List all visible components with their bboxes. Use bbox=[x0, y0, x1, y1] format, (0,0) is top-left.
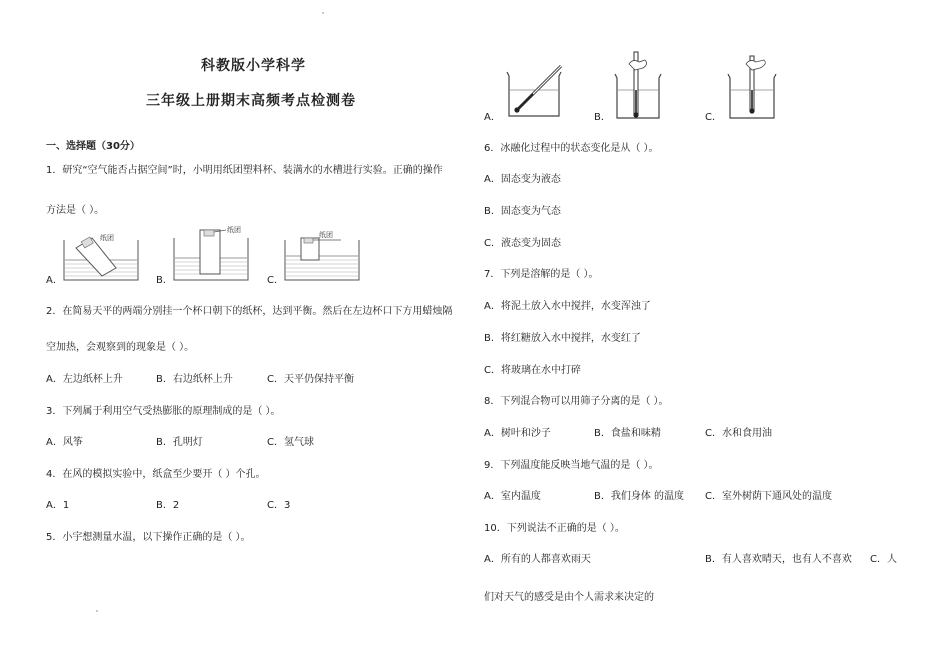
q10-option-b: B．有人喜欢晴天，也有人不喜欢 bbox=[705, 554, 852, 565]
q5-option-b: B． bbox=[594, 112, 611, 123]
q1-option-c: C． bbox=[267, 275, 284, 286]
question-9-text: 9．下列温度能反映当地气温的是（ ）。 bbox=[484, 460, 659, 471]
section-heading: 一、选择题（30分） bbox=[46, 141, 140, 152]
q1-figure-b bbox=[168, 220, 254, 282]
q6-option-c: C．液态变为固态 bbox=[484, 238, 561, 249]
q8-option-a: A．树叶和沙子 bbox=[484, 428, 551, 439]
question-3-text: 3．下列属于利用空气受热膨胀的原理制成的是（ ）。 bbox=[46, 406, 281, 417]
q9-option-c: C．室外树荫下通风处的温度 bbox=[705, 491, 832, 502]
q4-option-b: B．2 bbox=[156, 500, 180, 511]
q3-option-a: A．风筝 bbox=[46, 437, 83, 448]
scan-dot bbox=[96, 610, 98, 612]
q1b-paper-label: 纸团 bbox=[227, 226, 241, 234]
question-10-text: 10．下列说法不正确的是（ ）。 bbox=[484, 523, 625, 534]
q3-option-b: B．孔明灯 bbox=[156, 437, 203, 448]
question-1-text: 1．研究“空气能否占据空间”时，小明用纸团塑料杯、装满水的水槽进行实验。正确的操作 bbox=[46, 165, 443, 176]
q4-option-a: A．1 bbox=[46, 500, 70, 511]
q5-figure-c bbox=[724, 54, 784, 120]
q8-option-c: C．水和食用油 bbox=[705, 428, 772, 439]
q7-option-c: C．将玻璃在水中打碎 bbox=[484, 365, 581, 376]
q10-option-c: C．人 bbox=[870, 554, 897, 565]
question-6-text: 6．冰融化过程中的状态变化是从（ ）。 bbox=[484, 143, 659, 154]
q9-option-b: B．我们身体 的温度 bbox=[594, 491, 685, 502]
q7-option-a: A．将泥土放入水中搅拌，水变浑浊了 bbox=[484, 301, 651, 312]
page-subtitle: 三年级上册期末高频考点检测卷 bbox=[146, 93, 356, 109]
q2-option-c: C．天平仍保持平衡 bbox=[267, 374, 354, 385]
question-5-text: 5．小宇想测量水温，以下操作正确的是（ ）。 bbox=[46, 532, 251, 543]
q5-figure-b bbox=[611, 50, 671, 120]
q1c-paper-label: 纸团 bbox=[319, 231, 333, 239]
q2-option-a: A．左边纸杯上升 bbox=[46, 374, 123, 385]
q1-figure-a bbox=[58, 226, 144, 282]
q5-figure-a bbox=[503, 62, 575, 118]
q4-option-c: C．3 bbox=[267, 500, 291, 511]
question-7-text: 7．下列是溶解的是（ ）。 bbox=[484, 269, 599, 280]
question-10-text-cont: 们对天气的感受是由个人需求来决定的 bbox=[484, 592, 654, 603]
q1-figure-c bbox=[279, 226, 365, 282]
question-2-text: 2．在简易天平的两端分别挂一个杯口朝下的纸杯，达到平衡。然后在左边杯口下方用蜡烛隔 bbox=[46, 306, 453, 317]
question-8-text: 8．下列混合物可以用筛子分离的是（ ）。 bbox=[484, 396, 669, 407]
q9-option-a: A．室内温度 bbox=[484, 491, 541, 502]
question-4-text: 4．在风的模拟实验中，纸盒至少要开（ ）个孔。 bbox=[46, 469, 266, 480]
q2-option-b: B．右边纸杯上升 bbox=[156, 374, 233, 385]
q7-option-b: B．将红糖放入水中搅拌，水变红了 bbox=[484, 333, 641, 344]
q6-option-a: A．固态变为液态 bbox=[484, 174, 561, 185]
q6-option-b: B．固态变为气态 bbox=[484, 206, 561, 217]
q3-option-c: C．氢气球 bbox=[267, 437, 314, 448]
q1-option-b: B． bbox=[156, 275, 173, 286]
q1-option-a: A． bbox=[46, 275, 63, 286]
q8-option-b: B．食盐和味精 bbox=[594, 428, 661, 439]
q5-option-c: C． bbox=[705, 112, 722, 123]
q10-option-a: A．所有的人都喜欢雨天 bbox=[484, 554, 591, 565]
question-1-text-cont: 方法是（ ）。 bbox=[46, 205, 105, 216]
q1a-paper-label: 纸团 bbox=[100, 234, 114, 242]
q5-option-a: A． bbox=[484, 112, 501, 123]
question-2-text-cont: 空加热，会观察到的现象是（ ）。 bbox=[46, 342, 195, 353]
scan-dot bbox=[322, 12, 324, 14]
page-title: 科教版小学科学 bbox=[201, 58, 306, 74]
